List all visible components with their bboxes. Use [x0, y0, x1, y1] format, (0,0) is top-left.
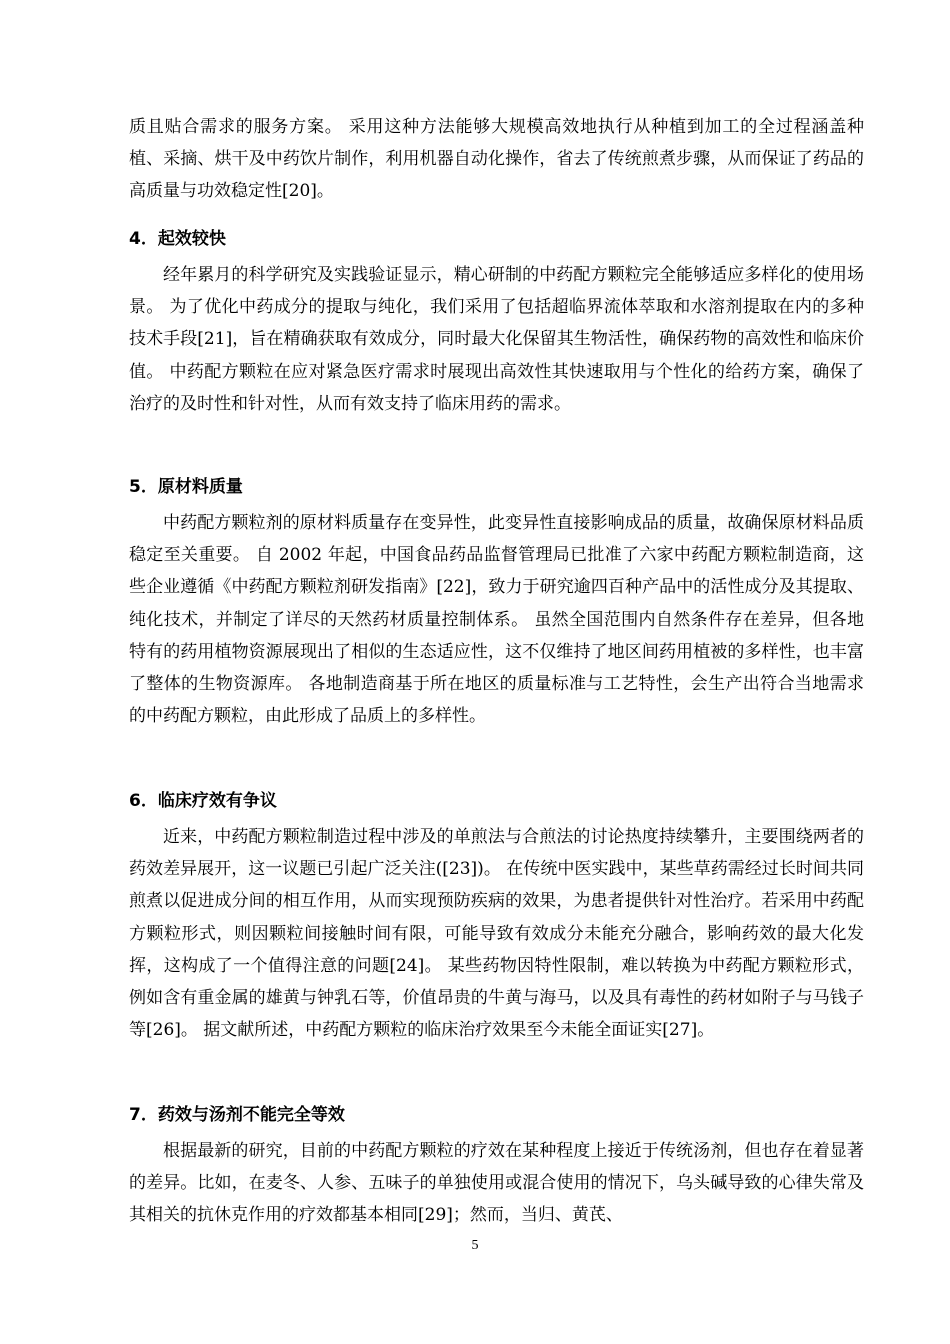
heading-section-7: 7．药效与汤剂不能完全等效 — [129, 1105, 345, 1125]
heading-section-4: 4．起效较快 — [129, 229, 226, 249]
heading-section-5: 5．原材料质量 — [129, 477, 243, 497]
paragraph-intro: 质且贴合需求的服务方案。 采用这种方法能够大规模高效地执行从种植到加工的全过程涵盖种植、采摘、烘干及中药饮片制作，利用机器自动化操作，省去了传统煎煮步骤，从而保证了药品的高质量与功效稳定性[20]。 — [129, 117, 864, 202]
paragraph-section-7: 根据最新的研究，目前的中药配方颗粒的疗效在某种程度上接近于传统汤剂，但也存在着显著的差异。比如，在麦冬、人参、五味子的单独使用或混合使用的情况下，乌头碱导致的心律失常及其相关的抗休克作用的疗效都基本相同[29]；然而，当归、黄芪、 — [129, 1141, 864, 1226]
paragraph-section-5: 中药配方颗粒剂的原材料质量存在变异性，此变异性直接影响成品的质量，故确保原材料品质稳定至关重要。 自 2002 年起，中国食品药品监督管理局已批准了六家中药配方颗粒制造商，这些企业遵循《中药配方颗粒剂研发指南》[22]，致力于研究逾四百种产品中的活性成分及其提取、纯化技术，并制定了详尽的天然药材质量控制体系。 虽然全国范围内自然条件存在差异，但各地特有的药用植物资源展现出了相似的生态适应性，这不仅维持了地区间药用植被的多样性，也丰富了整体的生物资源库。 各地制造商基于所在地区的质量标准与工艺特性，会生产出符合当地需求的中药配方颗粒，由此形成了品质上的多样性。 — [129, 513, 864, 727]
page-number: 5 — [471, 1238, 479, 1253]
paragraph-section-4: 经年累月的科学研究及实践验证显示，精心研制的中药配方颗粒完全能够适应多样化的使用场景。 为了优化中药成分的提取与纯化，我们采用了包括超临界流体萃取和水溶剂提取在内的多种技术手段[21]，旨在精确获取有效成分，同时最大化保留其生物活性，确保药物的高效性和临床价值。 中药配方颗粒在应对紧急医疗需求时展现出高效性其快速取用与个性化的给药方案，确保了治疗的及时性和针对性，从而有效支持了临床用药的需求。 — [129, 265, 864, 414]
heading-section-6: 6．临床疗效有争议 — [129, 791, 277, 811]
paragraph-section-6: 近来，中药配方颗粒制造过程中涉及的单煎法与合煎法的讨论热度持续攀升，主要围绕两者的药效差异展开，这一议题已引起广泛关注([23])。 在传统中医实践中，某些草药需经过长时间共同煎煮以促进成分间的相互作用，从而实现预防疾病的效果，为患者提供针对性治疗。若采用中药配方颗粒形式，则因颗粒间接触时间有限，可能导致有效成分未能充分融合，影响药效的最大化发挥，这构成了一个值得注意的问题[24]。 某些药物因特性限制，难以转换为中药配方颗粒形式，例如含有重金属的雄黄与钟乳石等，价值昂贵的牛黄与海马，以及具有毒性的药材如附子与马钱子等[26]。 据文献所述，中药配方颗粒的临床治疗效果至今未能全面证实[27]。 — [129, 827, 864, 1041]
